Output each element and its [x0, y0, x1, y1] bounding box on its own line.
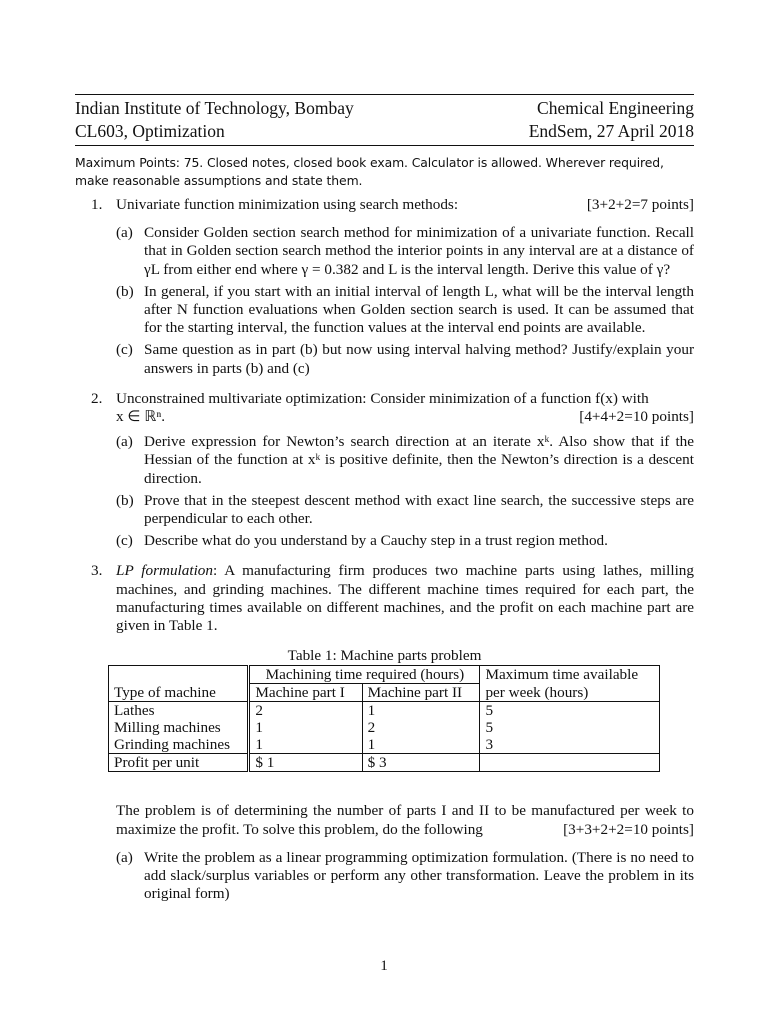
question-text: Univariate function minimization using search methods: — [116, 196, 459, 213]
part-label: (c) — [116, 341, 133, 359]
question-text: Unconstrained multivariate optimization: Consider minimization of a function f(x) with — [116, 389, 649, 407]
max-time-header-2: per week (hours) — [480, 684, 660, 702]
part-label: (b) — [116, 491, 134, 509]
question-text: : A manufacturing firm produces two machine parts using lathes, milling machines, and grinding machines. The different machine times required for each part, the manufacturing times available on different machines, and the profit on each machine part are given in Table 1. — [116, 562, 694, 635]
exam-page — [75, 94, 694, 903]
question-lead: LP formulation — [116, 562, 213, 580]
question-1 — [75, 196, 694, 378]
question-2a — [116, 433, 694, 488]
part1-header: Machine part I — [249, 684, 362, 702]
question-1b — [116, 283, 694, 338]
table-caption: Table 1: Machine parts problem — [287, 647, 482, 665]
machine-parts-table — [108, 665, 660, 772]
type-header: Type of machine — [109, 684, 249, 702]
question-points: [4+4+2=10 points] — [579, 408, 694, 426]
part-text: Describe what do you understand by a Cauchy step in a trust region method. — [144, 532, 608, 550]
part-text: In general, if you start with an initial interval of length L, what will be the interval length after N function evaluations when Golden section search is used. It can be assumed that for the starting interval, the function values at the interval end points are available. — [144, 282, 694, 337]
question-3-para2: The problem is of determining the number of parts I and II to be manufactured per week to maximize the profit. To solve this problem, do the following [3+3+2+2=10 points] — [116, 802, 694, 838]
question-1a — [116, 224, 694, 279]
part-label: (a) — [116, 848, 133, 866]
question-2 — [75, 390, 694, 551]
question-2b — [116, 492, 694, 528]
course-name: CL603, Optimization — [75, 121, 225, 141]
profit-row: Profit per unit $ 1 $ 3 — [109, 754, 660, 772]
question-2c — [116, 532, 694, 550]
question-3 — [75, 562, 694, 903]
part-text: Derive expression for Newton’s search direction at an iterate xᵏ. Also show that if the Hessian of the function at xᵏ is positive definite, then the Newton’s direction is a descent direction. — [144, 433, 694, 487]
question-1c — [116, 341, 694, 377]
exam-date: EndSem, 27 April 2018 — [528, 121, 694, 141]
table-row: Lathes 2 1 5 — [109, 702, 660, 720]
part-label: (a) — [116, 433, 133, 451]
part-text: Consider Golden section search method for minimization of a univariate function. Recall that in Golden section search method the interior points in any interval are at a distance of γL from either end where γ = 0.382 and L is the interval length. Derive this value of γ? — [144, 224, 694, 278]
question-number: 3. — [91, 562, 103, 580]
question-3a — [116, 849, 694, 904]
institute-name: Indian Institute of Technology, Bombay — [75, 98, 354, 118]
part-label: (b) — [116, 282, 134, 300]
question-number: 2. — [91, 389, 103, 407]
question-points: [3+2+2=7 points] — [586, 196, 694, 213]
question-text-cont: x ∈ ℝⁿ. — [116, 408, 166, 426]
part-label: (a) — [116, 224, 133, 242]
part-text: Prove that in the steepest descent method with exact line search, the successive steps are perpendicular to each other. — [144, 491, 694, 528]
part2-header: Machine part II — [362, 684, 480, 702]
exam-instructions: Maximum Points: 75. Closed notes, closed book exam. Calculator is allowed. Wherever required, make reasonable assumptions and state them. — [75, 155, 664, 188]
part-label: (c) — [116, 532, 133, 550]
part-text: Same question as in part (b) but now using interval halving method? Justify/explain your answers in parts (b) and (c) — [144, 341, 694, 377]
question-number: 1. — [91, 196, 103, 213]
table-row: Milling machines 1 2 5 — [109, 719, 660, 736]
table-row: Grinding machines 1 1 3 — [109, 736, 660, 754]
part-text: Write the problem as a linear programming optimization formulation. (There is no need to add slack/surplus variables or perform any other transformation. Leave the problem in its original form) — [144, 848, 694, 903]
exam-header — [75, 94, 694, 146]
page-number: 1 — [380, 957, 388, 974]
max-time-header: Maximum time available — [480, 666, 660, 684]
machining-time-header: Machining time required (hours) — [249, 666, 480, 684]
department-name: Chemical Engineering — [537, 98, 694, 118]
question-points: [3+3+2+2=10 points] — [563, 820, 694, 838]
